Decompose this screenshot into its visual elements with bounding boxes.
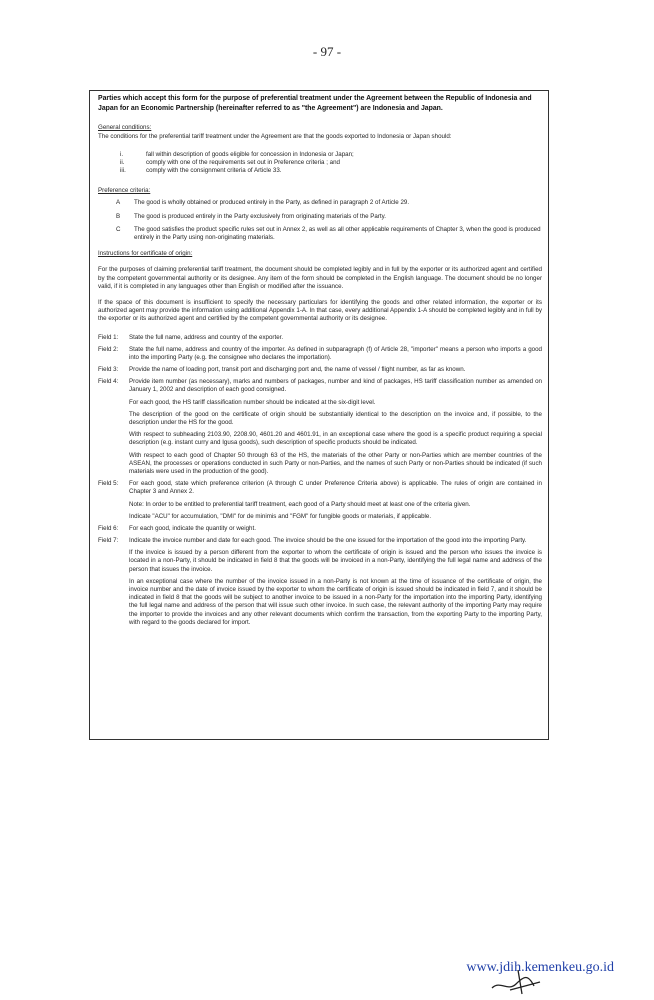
field-label: Field 3:	[98, 366, 119, 374]
field-text: Provide item number (as necessary), marks and numbers of packages, number and kind of packages, HS tariff classification number as amended on January 1, 2002 and description of each good consigned.	[129, 378, 542, 394]
field-4-note: For each good, the HS tariff classification number should be indicated at the six-digit level.	[129, 398, 376, 406]
field-text: State the full name, address and country of the exporter.	[129, 333, 284, 341]
instructions-paragraph: For the purposes of claiming preferential tariff treatment, the document should be completed legibly and in full by the exporter or its authorized agent and certified by the competent governmental authority or its designee. Any item of the form should be completed in the English language. The document should be no longer valid, if it is completed in any languages other than English or modified after the issuance.	[98, 266, 542, 290]
field-6	[98, 525, 542, 533]
general-conditions-list	[120, 151, 542, 176]
criterion-letter: B	[116, 212, 121, 220]
list-item	[120, 167, 542, 175]
field-text: Indicate the invoice number and date for each good. The invoice should be the one issued for the importation of the good into the importing Party.	[129, 537, 527, 545]
list-item-number: iii.	[120, 167, 126, 175]
criterion-text: The good is produced entirely in the Party exclusively from originating materials of the Party.	[134, 212, 386, 220]
field-2	[98, 346, 542, 362]
field-7-note: If the invoice is issued by a person different from the exporter to whom the certificate of origin is issued and the person who issues the invoice is located in a non-Party, it should be indicated in field 8 that the goods will be invoiced in a non-Party, identifying the full legal name and address of the person that issues the invoice.	[129, 549, 542, 573]
field-label: Field 7:	[98, 537, 119, 545]
field-3	[98, 366, 542, 374]
field-text: For each good, indicate the quantity or weight.	[129, 524, 256, 532]
instructions-title: Instructions for certificate of origin:	[98, 250, 193, 258]
instructions-paragraph: If the space of this document is insufficient to specify the necessary particulars for identifying the goods and other related information, the exporter or its authorized agent may provide the information using additional Appendix 1-A. In that case, every additional Appendix 1-A should be completed legibly and in full by the exporter or its authorized agent and certified by the competent governmental authority or its designee.	[98, 298, 542, 323]
list-item	[116, 213, 542, 221]
general-conditions-text: The conditions for the preferential tariff treatment under the Agreement are that the goods exported to Indonesia or Japan should:	[98, 132, 452, 140]
jdih-website-link[interactable]: www.jdih.kemenkeu.go.id	[466, 960, 614, 975]
criterion-text: The good is wholly obtained or produced entirely in the Party, as defined in paragraph 2 of Article 29.	[134, 199, 410, 207]
field-4-note: With respect to subheading 2103.90, 2208.90, 4601.20 and 4601.91, in an exceptional case where the good is a specific product requiring a special description (e.g. instant curry and Igusa goods), such description of specific products should be indicated.	[129, 431, 542, 447]
field-label: Field 4:	[98, 378, 119, 386]
field-4-note: With respect to each good of Chapter 50 through 63 of the HS, the materials of the other Party or non-Parties which are member countries of the ASEAN, the processes or operations conducted in such Party or non-Parties, and the names of such Party or non-Parties should be indicated (if such materials were used in the production of the good).	[129, 451, 542, 475]
field-5-note: Indicate "ACU" for accumulation, "DMI" for de minimis and "FGM" for fungible goods or materials, if applicable.	[129, 512, 432, 520]
list-item	[120, 159, 542, 167]
preference-criteria-title: Preference criteria:	[98, 187, 151, 195]
list-item-text: comply with one of the requirements set out in Preference criteria ; and	[146, 158, 340, 166]
field-label: Field 6:	[98, 524, 119, 532]
field-4-note: The description of the good on the certificate of origin should be substantially identical to the description on the invoice and, if possible, to the description under the HS for the good.	[129, 410, 542, 426]
field-5-note: Note: In order to be entitled to preferential tariff treatment, each good of a Party should meet at least one of the criteria given.	[129, 500, 471, 508]
certificate-instructions-box	[89, 90, 549, 740]
handwritten-signature-icon	[488, 966, 548, 996]
field-label: Field 2:	[98, 345, 119, 353]
list-item	[120, 151, 542, 159]
list-item-text: fall within description of goods eligible for concession in Indonesia or Japan;	[146, 150, 354, 158]
field-text: State the full name, address and country of the importer. As defined in subparagraph (f) of Article 28, "importer" means a person who imports a good into the importing Party (e.g. the consignee who declares the importation).	[129, 345, 542, 361]
list-item	[116, 199, 542, 207]
field-text: Provide the name of loading port, transit port and discharging port and, the name of vessel / flight number, as far as known.	[129, 366, 466, 374]
criterion-letter: C	[116, 225, 121, 233]
field-label: Field 1:	[98, 333, 119, 341]
field-7-note: In an exceptional case where the number of the invoice issued in a non-Party is not known at the time of issuance of the certificate of origin, the invoice number and the date of invoice issued by the exporter to whom the certificate of origin is issued should be indicated in field 7, and it should be indicated in field 8 that the goods will be subject to another invoice to be issued in a non-Party for the importation into the importing Party, identifying the full legal name and address of the person that will issue such other invoice. In such case, the relevant authority of the importing Party may require the importer to provide the invoices and any other relevant documents which confirm the transaction, from the exporting Party to the importing Party, with regard to the goods declared for import.	[129, 577, 542, 626]
field-1	[98, 334, 542, 342]
page-number: - 97 -	[312, 44, 342, 59]
field-text: For each good, state which preference criterion (A through C under Preference Criteria above) is applicable. The rules of origin are contained in Chapter 3 and Annex 2.	[129, 480, 542, 496]
field-7	[98, 537, 542, 545]
intro-paragraph: Parties which accept this form for the purpose of preferential treatment under the Agreement between the Republic of Indonesia and Japan for an Economic Partnership (hereinafter referred to as "the Agreement") are Indonesia and Japan.	[98, 95, 532, 112]
list-item-number: ii.	[120, 158, 125, 166]
list-item	[116, 226, 542, 242]
general-conditions-title: General conditions:	[98, 124, 152, 132]
list-item-number: i.	[120, 150, 124, 158]
list-item-text: comply with the consignment criteria of Article 33.	[146, 167, 282, 175]
field-4	[98, 378, 542, 394]
preference-criteria-list	[116, 199, 542, 242]
field-label: Field 5:	[98, 480, 119, 488]
criterion-text: The good satisfies the product specific rules set out in Annex 2, as well as all other applicable requirements of Chapter 3, when the good is produced entirely in the Party using non-originating materials.	[134, 225, 541, 241]
criterion-letter: A	[116, 199, 121, 207]
field-5	[98, 480, 542, 496]
